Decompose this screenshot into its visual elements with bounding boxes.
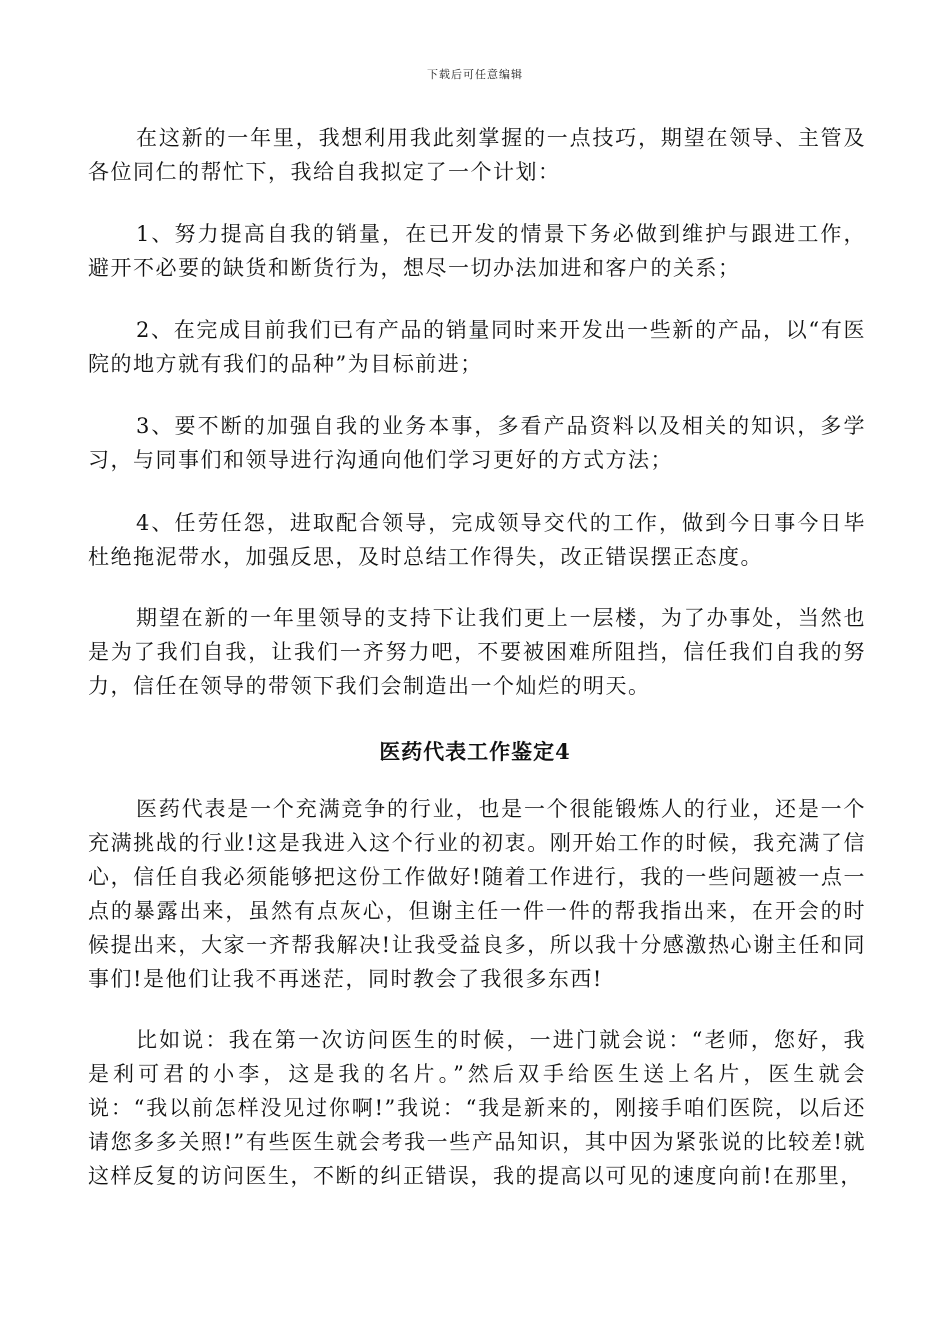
page-header-note: 下载后可任意编辑 — [427, 68, 523, 81]
paragraph-intro: 在这新的一年里，我想利用我此刻掌握的一点技巧，期望在领导、主管及各位同仁的帮忙下，我给自我拟定了一个计划： — [88, 126, 866, 184]
paragraph-closing: 期望在新的一年里领导的支持下让我们更上一层楼，为了办事处，当然也是为了我们自我，让我们一齐努力吧，不要被困难所阻挡，信任我们自我的努力，信任在领导的带领下我们会制造出一个灿烂的明天。 — [88, 606, 866, 698]
paragraph-plan-1: 1、努力提高自我的销量，在已开发的情景下务必做到维护与跟进工作，避开不必要的缺货和断货行为，想尽一切办法加进和客户的关系； — [88, 222, 866, 280]
paragraph-section-1: 医药代表是一个充满竞争的行业，也是一个很能锻炼人的行业，还是一个充满挑战的行业!这是我进入这个行业的初衷。刚开始工作的时候，我充满了信心，信任自我必须能够把这份工作做好!随着工作进行，我的一些问题被一点一点的暴露出来，虽然有点灰心，但谢主任一件一件的帮我指出来，在开会的时候提出来，大家一齐帮我解决!让我受益良多，所以我十分感激热心谢主任和同事们!是他们让我不再迷茫，同时教会了我很多东西! — [88, 797, 866, 991]
paragraph-section-2: 比如说：我在第一次访问医生的时候，一进门就会说：“老师，您好，我是利可君的小李，这是我的名片。”然后双手给医生送上名片，医生就会说：“我以前怎样没见过你啊!”我说：“我是新来的，刚接手咱们医院，以后还请您多多关照!”有些医生就会考我一些产品知识，其中因为紧张说的比较差!就这样反复的访问医生，不断的纠正错误，我的提高以可见的速度向前!在那里， — [88, 1028, 866, 1188]
paragraph-plan-3: 3、要不断的加强自我的业务本事，多看产品资料以及相关的知识，多学习，与同事们和领导进行沟通向他们学习更好的方式方法； — [88, 414, 866, 472]
paragraph-plan-4: 4、任劳任怨，进取配合领导，完成领导交代的工作，做到今日事今日毕杜绝拖泥带水，加强反思，及时总结工作得失，改正错误摆正态度。 — [88, 511, 866, 569]
paragraph-plan-2: 2、在完成目前我们已有产品的销量同时来开发出一些新的产品，以“有医院的地方就有我们的品种”为目标前进； — [88, 318, 866, 376]
section-title: 医药代表工作鉴定4 — [379, 739, 571, 764]
